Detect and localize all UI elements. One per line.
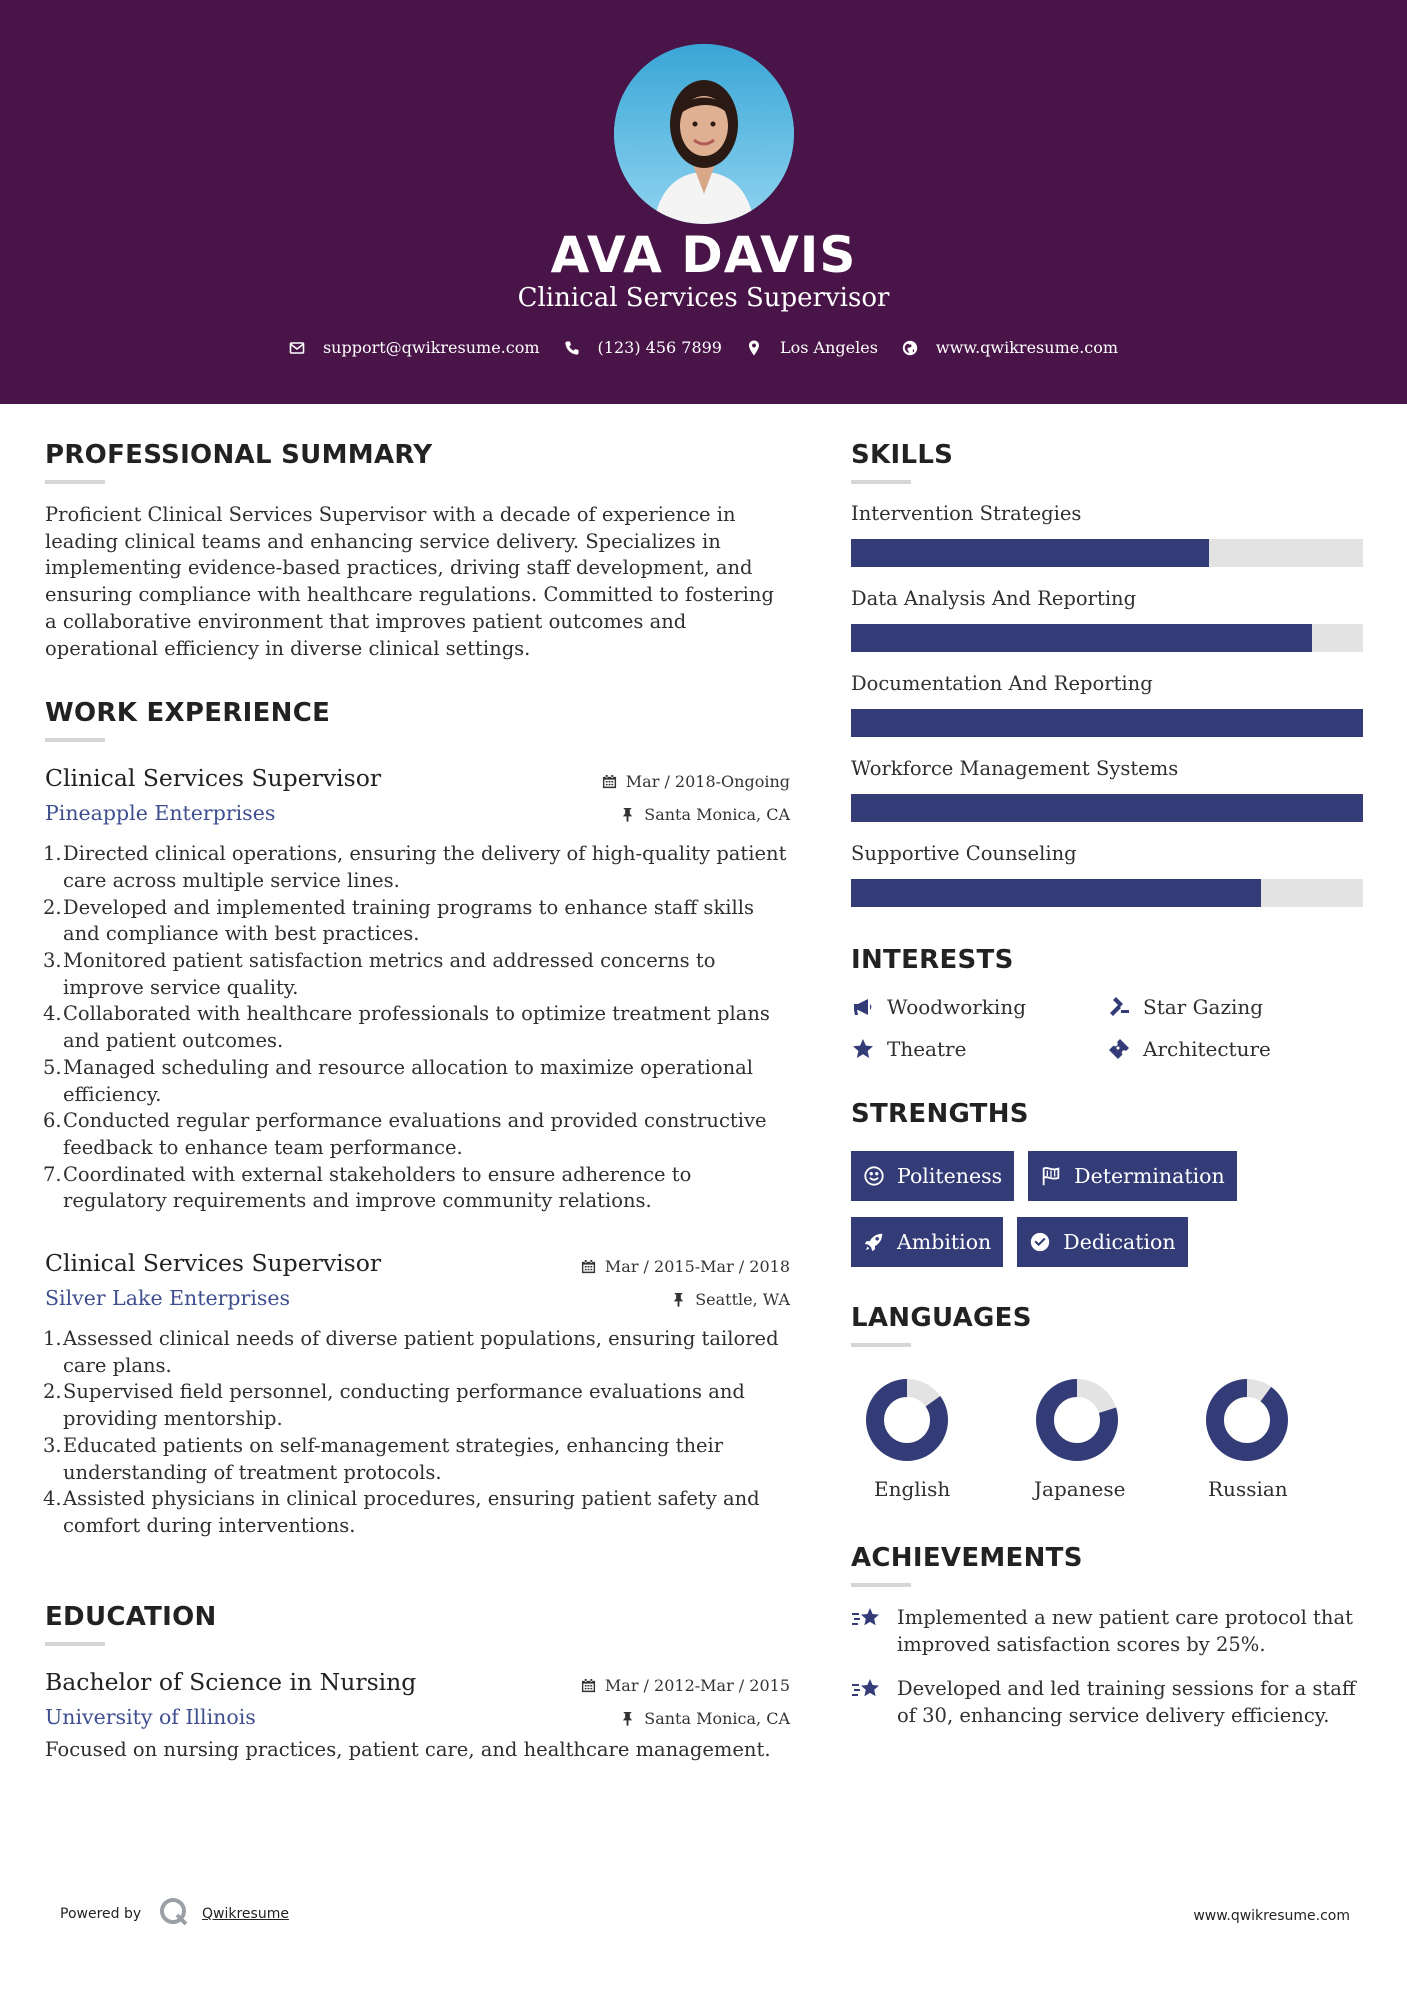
interests-heading: INTERESTS (851, 945, 1014, 975)
section-divider (45, 1642, 105, 1646)
list-item: 6. Conducted regular performance evaluations and provided constructive feedback to enhance team performance. (43, 1109, 767, 1159)
candidate-title: Clinical Services Supervisor (517, 283, 890, 313)
flag-icon (1040, 1165, 1062, 1187)
languages-section (851, 1303, 1363, 1501)
job-location-text: Santa Monica, CA (644, 805, 790, 825)
skill-item (851, 502, 1363, 567)
summary-section (45, 440, 790, 662)
ticket-icon (1107, 1037, 1131, 1061)
footer-url[interactable]: www.qwikresume.com (1193, 1908, 1350, 1924)
contact-location-text: Los Angeles (779, 338, 878, 357)
languages-list (851, 1377, 1363, 1501)
education-entry (45, 1668, 790, 1764)
job-title: Clinical Services Supervisor (45, 764, 382, 793)
interests-list (851, 995, 1363, 1061)
education-location (620, 1709, 790, 1728)
strength-tag (851, 1151, 1014, 1201)
contact-location (746, 338, 878, 357)
strength-tag (1028, 1151, 1237, 1201)
language-donut (864, 1377, 950, 1463)
interest-item (851, 995, 1107, 1019)
list-item: 3. Monitored patient satisfaction metrics and addressed concerns to improve service quality. (43, 949, 716, 999)
job-bullets (45, 1326, 790, 1540)
job-entry (45, 1249, 790, 1540)
section-divider (45, 480, 105, 484)
job-entry (45, 764, 790, 1215)
job-date (581, 1257, 790, 1276)
skills-heading: SKILLS (851, 440, 954, 470)
donut-arc (1215, 1388, 1279, 1452)
map-pin-icon (746, 340, 762, 356)
list-item: 2. Supervised field personnel, conducting performance evaluations and providing mentorship. (43, 1380, 745, 1431)
list-item: 4. Assisted physicians in clinical procedures, ensuring patient safety and comfort during interventions. (43, 1487, 760, 1537)
language-name: Japanese (1034, 1477, 1126, 1501)
skill-bar (851, 794, 1363, 822)
job-date-text: Mar / 2018-Ongoing (625, 772, 790, 792)
skill-bar-fill (851, 709, 1363, 737)
contact-phone[interactable] (564, 338, 722, 357)
skill-bar-fill (851, 794, 1363, 822)
interest-label: Theatre (887, 1037, 967, 1061)
contact-email[interactable] (289, 338, 540, 357)
skill-bar (851, 879, 1363, 907)
education-date-text: Mar / 2012-Mar / 2015 (604, 1675, 790, 1695)
job-location (620, 805, 790, 824)
skill-bar-fill (851, 879, 1261, 907)
skill-name: Intervention Strategies (851, 502, 1082, 525)
education-heading: EDUCATION (45, 1601, 217, 1632)
qwikresume-logo-icon (158, 1896, 190, 1928)
smile-icon (863, 1165, 885, 1187)
strength-tag (1017, 1217, 1187, 1267)
phone-icon (564, 340, 580, 356)
strengths-section (851, 1099, 1363, 1283)
section-divider (45, 738, 105, 742)
interest-item (1107, 995, 1363, 1019)
list-item: 2. Developed and implemented training programs to enhance staff skills and compliance with best practices. (43, 895, 754, 946)
skill-name: Workforce Management Systems (851, 757, 1179, 780)
list-item: 3. Educated patients on self-management strategies, enhancing their understanding of treatment protocols. (43, 1433, 724, 1484)
rocket-icon (863, 1231, 885, 1253)
shooting-star-icon (851, 1605, 883, 1635)
skills-list (851, 502, 1363, 907)
check-circle-icon (1029, 1231, 1051, 1253)
list-item: 1. Directed clinical operations, ensuring the delivery of high-quality patient care across multiple service lines. (43, 842, 787, 892)
achievements-heading: ACHIEVEMENTS (851, 1543, 1083, 1573)
section-divider (851, 1343, 911, 1347)
achievement-item (851, 1605, 1363, 1658)
skill-item (851, 757, 1363, 822)
section-divider (851, 480, 911, 484)
education-section (45, 1602, 790, 1764)
achievement-item (851, 1676, 1363, 1729)
star-icon (851, 1037, 875, 1061)
language-donut (1034, 1377, 1120, 1463)
skill-name: Documentation And Reporting (851, 672, 1153, 695)
language-name: English (874, 1477, 951, 1501)
job-location (671, 1290, 790, 1309)
achievements-section (851, 1543, 1363, 1730)
interest-label: Woodworking (887, 995, 1027, 1019)
megaphone-icon (851, 995, 875, 1019)
achievement-text: Developed and led training sessions for a staff of 30, enhancing service delivery efficiency. (897, 1677, 1356, 1728)
skill-item (851, 672, 1363, 737)
contact-website-text: www.qwikresume.com (935, 338, 1119, 357)
calendar-icon (581, 1259, 596, 1274)
education-text: Focused on nursing practices, patient care, and healthcare management. (45, 1737, 771, 1761)
strength-label: Dedication (1063, 1230, 1176, 1254)
strength-label: Determination (1074, 1164, 1225, 1188)
brand-link[interactable]: Qwikresume (202, 1906, 289, 1922)
interests-section (851, 945, 1363, 1061)
interest-item (851, 1037, 1107, 1061)
list-item: 5. Managed scheduling and resource allocation to maximize operational efficiency. (43, 1055, 754, 1106)
job-bullets (45, 841, 790, 1215)
strength-tag (851, 1217, 1003, 1267)
globe-icon (902, 340, 918, 356)
page-footer (60, 1896, 1350, 1936)
job-company: Silver Lake Enterprises (45, 1286, 291, 1311)
gavel-icon (1107, 995, 1131, 1019)
job-date (602, 772, 790, 791)
strength-label: Politeness (897, 1164, 1003, 1188)
skill-item (851, 587, 1363, 652)
resume-header (0, 0, 1407, 404)
summary-heading: PROFESSIONAL SUMMARY (45, 440, 433, 470)
job-company: Pineapple Enterprises (45, 801, 276, 826)
interest-item (1107, 1037, 1363, 1061)
experience-section (45, 698, 790, 1539)
contact-bar (0, 338, 1407, 357)
job-date-text: Mar / 2015-Mar / 2018 (604, 1257, 790, 1277)
skill-bar (851, 709, 1363, 737)
interest-label: Architecture (1143, 1037, 1271, 1061)
list-item: 7. Coordinated with external stakeholders to ensure adherence to regulatory requirements and improve community relations. (43, 1162, 692, 1213)
skill-bar-fill (851, 539, 1209, 567)
contact-website[interactable] (902, 338, 1118, 357)
skills-section (851, 440, 1363, 907)
degree-title: Bachelor of Science in Nursing (45, 1667, 417, 1696)
education-date (581, 1676, 790, 1695)
envelope-icon (289, 340, 305, 356)
list-item: 1. Assessed clinical needs of diverse patient populations, ensuring tailored care plans. (43, 1327, 779, 1377)
skill-bar (851, 539, 1363, 567)
summary-text: Proficient Clinical Services Supervisor with a decade of experience in leading clinical teams and enhancing service delivery. Specializes in implementing evidence-based practices, driving staff development, and ensuring compliance with healthcare regulations. Committed to fostering a collaborative environment that improves patient outcomes and operational efficiency in diverse clinical settings. (45, 503, 774, 660)
skill-name: Data Analysis And Reporting (851, 587, 1137, 610)
language-item (1191, 1377, 1361, 1501)
calendar-icon (602, 774, 617, 789)
strength-label: Ambition (897, 1230, 992, 1254)
contact-phone-text: (123) 456 7899 (597, 338, 722, 357)
school-name: University of Illinois (45, 1704, 256, 1729)
job-title: Clinical Services Supervisor (45, 1249, 382, 1278)
pushpin-icon (620, 807, 635, 822)
interest-label: Star Gazing (1143, 995, 1264, 1019)
job-location-text: Seattle, WA (695, 1290, 790, 1310)
shooting-star-icon (851, 1676, 883, 1706)
left-column (45, 440, 790, 1763)
calendar-icon (581, 1678, 596, 1693)
pushpin-icon (620, 1711, 635, 1726)
languages-heading: LANGUAGES (851, 1303, 1032, 1333)
contact-email-text: support@qwikresume.com (322, 338, 540, 357)
section-divider (851, 1583, 911, 1587)
experience-heading: WORK EXPERIENCE (45, 698, 331, 729)
education-location-text: Santa Monica, CA (644, 1708, 790, 1728)
pushpin-icon (671, 1292, 686, 1307)
right-column (851, 440, 1363, 1730)
list-item: 4. Collaborated with healthcare professionals to optimize treatment plans and patient outcomes. (43, 1002, 770, 1053)
skill-bar (851, 624, 1363, 652)
powered-by-label: Powered by (60, 1906, 142, 1922)
language-donut (1204, 1377, 1290, 1463)
language-item (1021, 1377, 1191, 1501)
language-name: Russian (1208, 1477, 1288, 1501)
language-item (851, 1377, 1021, 1501)
candidate-name: AVA DAVIS (550, 226, 857, 284)
profile-photo (614, 44, 794, 224)
strengths-list (851, 1151, 1363, 1283)
profile-photo-image (614, 44, 794, 224)
strengths-heading: STRENGTHS (851, 1099, 1029, 1129)
skill-item (851, 842, 1363, 907)
achievement-text: Implemented a new patient care protocol that improved satisfaction scores by 25%. (897, 1606, 1353, 1656)
skill-bar-fill (851, 624, 1312, 652)
skill-name: Supportive Counseling (851, 842, 1077, 865)
